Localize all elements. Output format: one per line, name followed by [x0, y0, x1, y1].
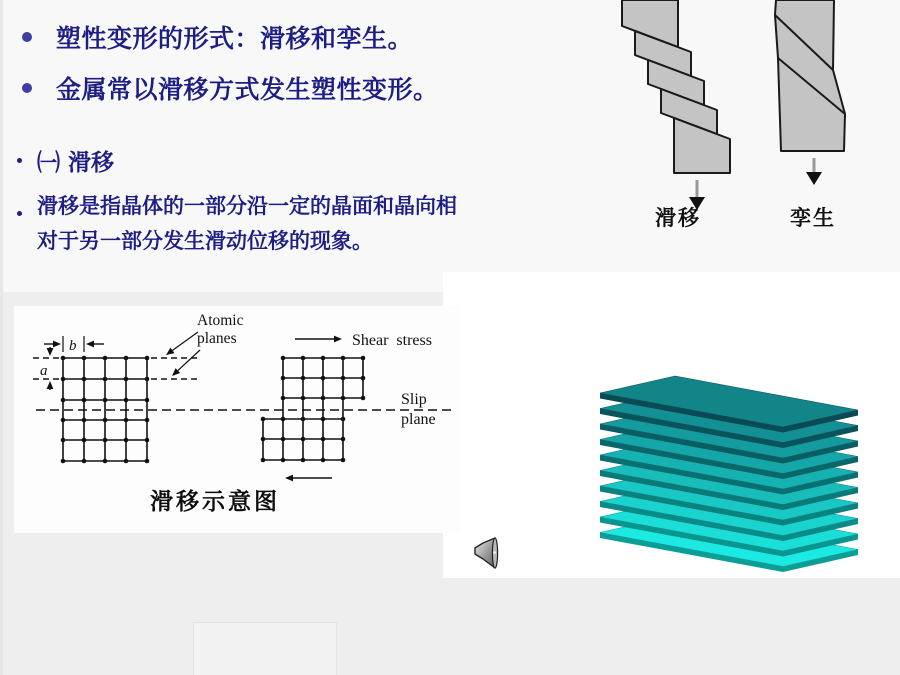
bullet-text: 塑性变形的形式：滑移和孪生。 [56, 24, 414, 53]
bullet-text: 金属常以滑移方式发生塑性变形。 [56, 75, 439, 104]
paragraph-line: 滑移是指晶体的一部分沿一定的晶面和晶向相 [37, 194, 457, 218]
paragraph-line: 对于另一部分发生滑动位移的现象。 [37, 229, 373, 253]
dim-a-label: a [40, 363, 48, 379]
rod-figure [600, 0, 860, 215]
slip-plane-label: Slip [401, 391, 427, 408]
bullet-dot [22, 32, 32, 42]
section-marker: ㈠ 滑移 [37, 150, 115, 176]
atomic-planes-label: planes [197, 330, 237, 347]
bullet-dot [22, 83, 32, 93]
placeholder-rect [193, 622, 337, 675]
dim-b-label: b [69, 338, 77, 354]
slip-rod-label: 滑移 [655, 206, 701, 230]
sub-bullet-dot [17, 211, 22, 216]
twin-rod-shape [775, 0, 845, 151]
atomic-planes-label: Atomic [197, 312, 244, 329]
slip-plane-label: plane [401, 411, 436, 428]
sub-bullet-dot [17, 158, 22, 163]
paragraph [37, 189, 457, 259]
plate-stack [560, 360, 880, 576]
slip-rod-shape [622, 0, 730, 173]
lattice-caption: 滑移示意图 [150, 489, 280, 515]
shear-stress-label: Shear stress [352, 332, 432, 349]
twin-down-arrow [806, 158, 822, 185]
speaker-icon[interactable] [470, 532, 506, 574]
left-edge-line [0, 0, 3, 675]
lattice-lines [33, 332, 456, 481]
twin-rod-label: 孪生 [790, 206, 836, 230]
